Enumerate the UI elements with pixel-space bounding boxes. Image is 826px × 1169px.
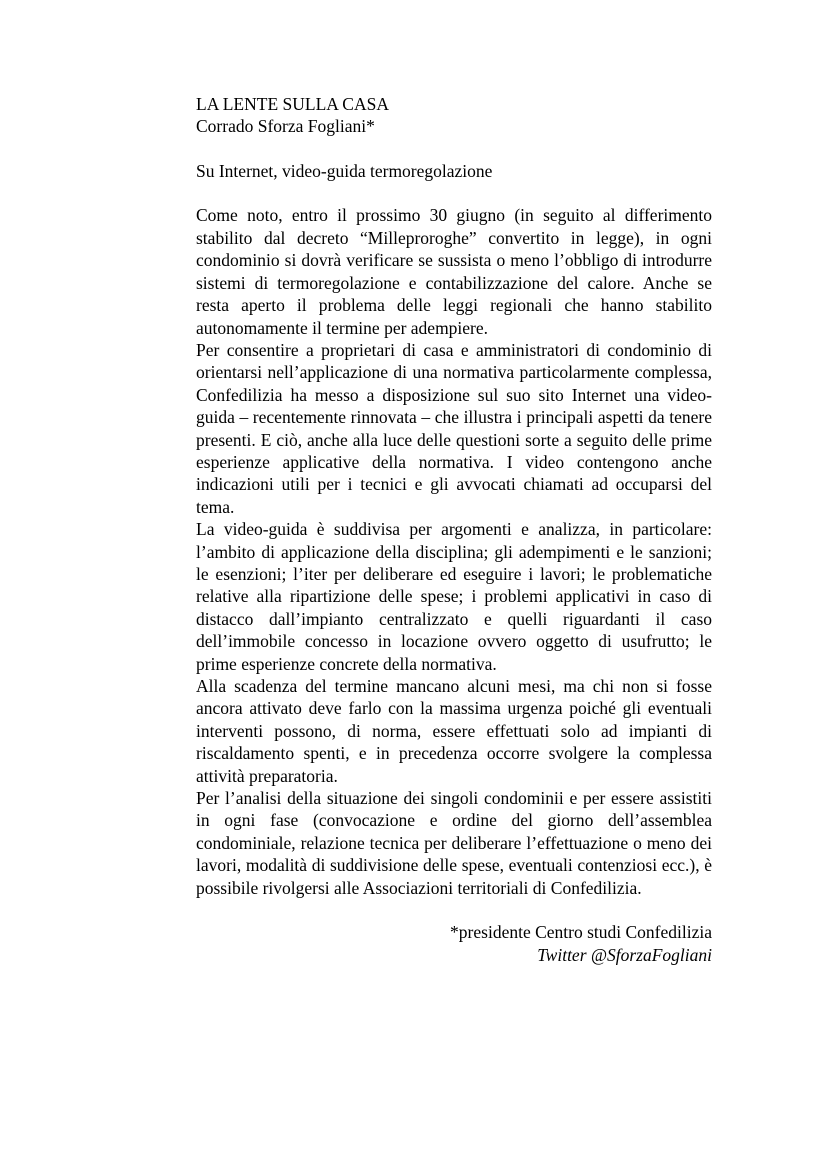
column-title: LA LENTE SULLA CASA — [196, 94, 389, 114]
article-body — [196, 204, 712, 899]
signature-twitter-handle: Twitter @SforzaFogliani — [537, 944, 712, 965]
body-paragraph: Alla scadenza del termine mancano alcuni mesi, ma chi non si fosse ancora attivato deve farlo con la massima urgenza poiché gli eventuali interventi possono, di norma, essere effettuati solo ad impianti di riscaldamento spenti, e in precedenza occorre svolgere la complessa attività preparatoria. — [196, 676, 712, 786]
signature-role: *presidente Centro studi Confedilizia — [450, 922, 712, 943]
signature-block — [196, 921, 712, 966]
document-text-column — [196, 93, 712, 966]
article-subject: Su Internet, video-guida termoregolazione — [196, 160, 493, 181]
body-paragraph: La video-guida è suddivisa per argomenti e analizza, in particolare: l’ambito di applicazione della disciplina; gli adempimenti e le sanzioni; le esenzioni; l’iter per deliberare ed eseguire i lavori; le problematiche relative alla ripartizione delle spese; i problemi applicativi in caso di distacco dall’impianto centralizzato e quelli riguardanti il caso dell’immobile concesso in locazione ovvero oggetto di usufrutto; le prime esperienze concrete della normativa. — [196, 519, 712, 674]
body-paragraph: Come noto, entro il prossimo 30 giugno (in seguito al differimento stabilito dal decreto “Milleproroghe” convertito in legge), in ogni condominio si dovrà verificare se sussista o meno l’obbligo di introdurre sistemi di termoregolazione e contabilizzazione del calore. Anche se resta aperto il problema delle leggi regionali che hanno stabilito autonomamente il termine per adempiere. — [196, 205, 712, 338]
article-heading — [196, 93, 712, 138]
author-name: Corrado Sforza Fogliani* — [196, 116, 375, 137]
body-paragraph: Per consentire a proprietari di casa e amministratori di condominio di orientarsi nell’applicazione di una normativa particolarmente complessa, Confedilizia ha messo a disposizione sul suo sito Internet una video-guida – recentemente rinnovata – che illustra i principali aspetti da tenere presenti. E ciò, anche alla luce delle questioni sorte a seguito delle prime esperienze applicative della normativa. I video contengono anche indicazioni utili per i tecnici e gli avvocati chiamati ad occuparsi del tema. — [196, 339, 712, 517]
body-paragraph: Per l’analisi della situazione dei singoli condominii e per essere assistiti in ogni fase (convocazione e ordine del giorno dell’assemblea condominiale, relazione tecnica per deliberare l’effettuazione o meno dei lavori, modalità di suddivisione delle spese, eventuali contenziosi ecc.), è possibile rivolgersi alle Associazioni territoriali di Confedilizia. — [196, 788, 712, 898]
